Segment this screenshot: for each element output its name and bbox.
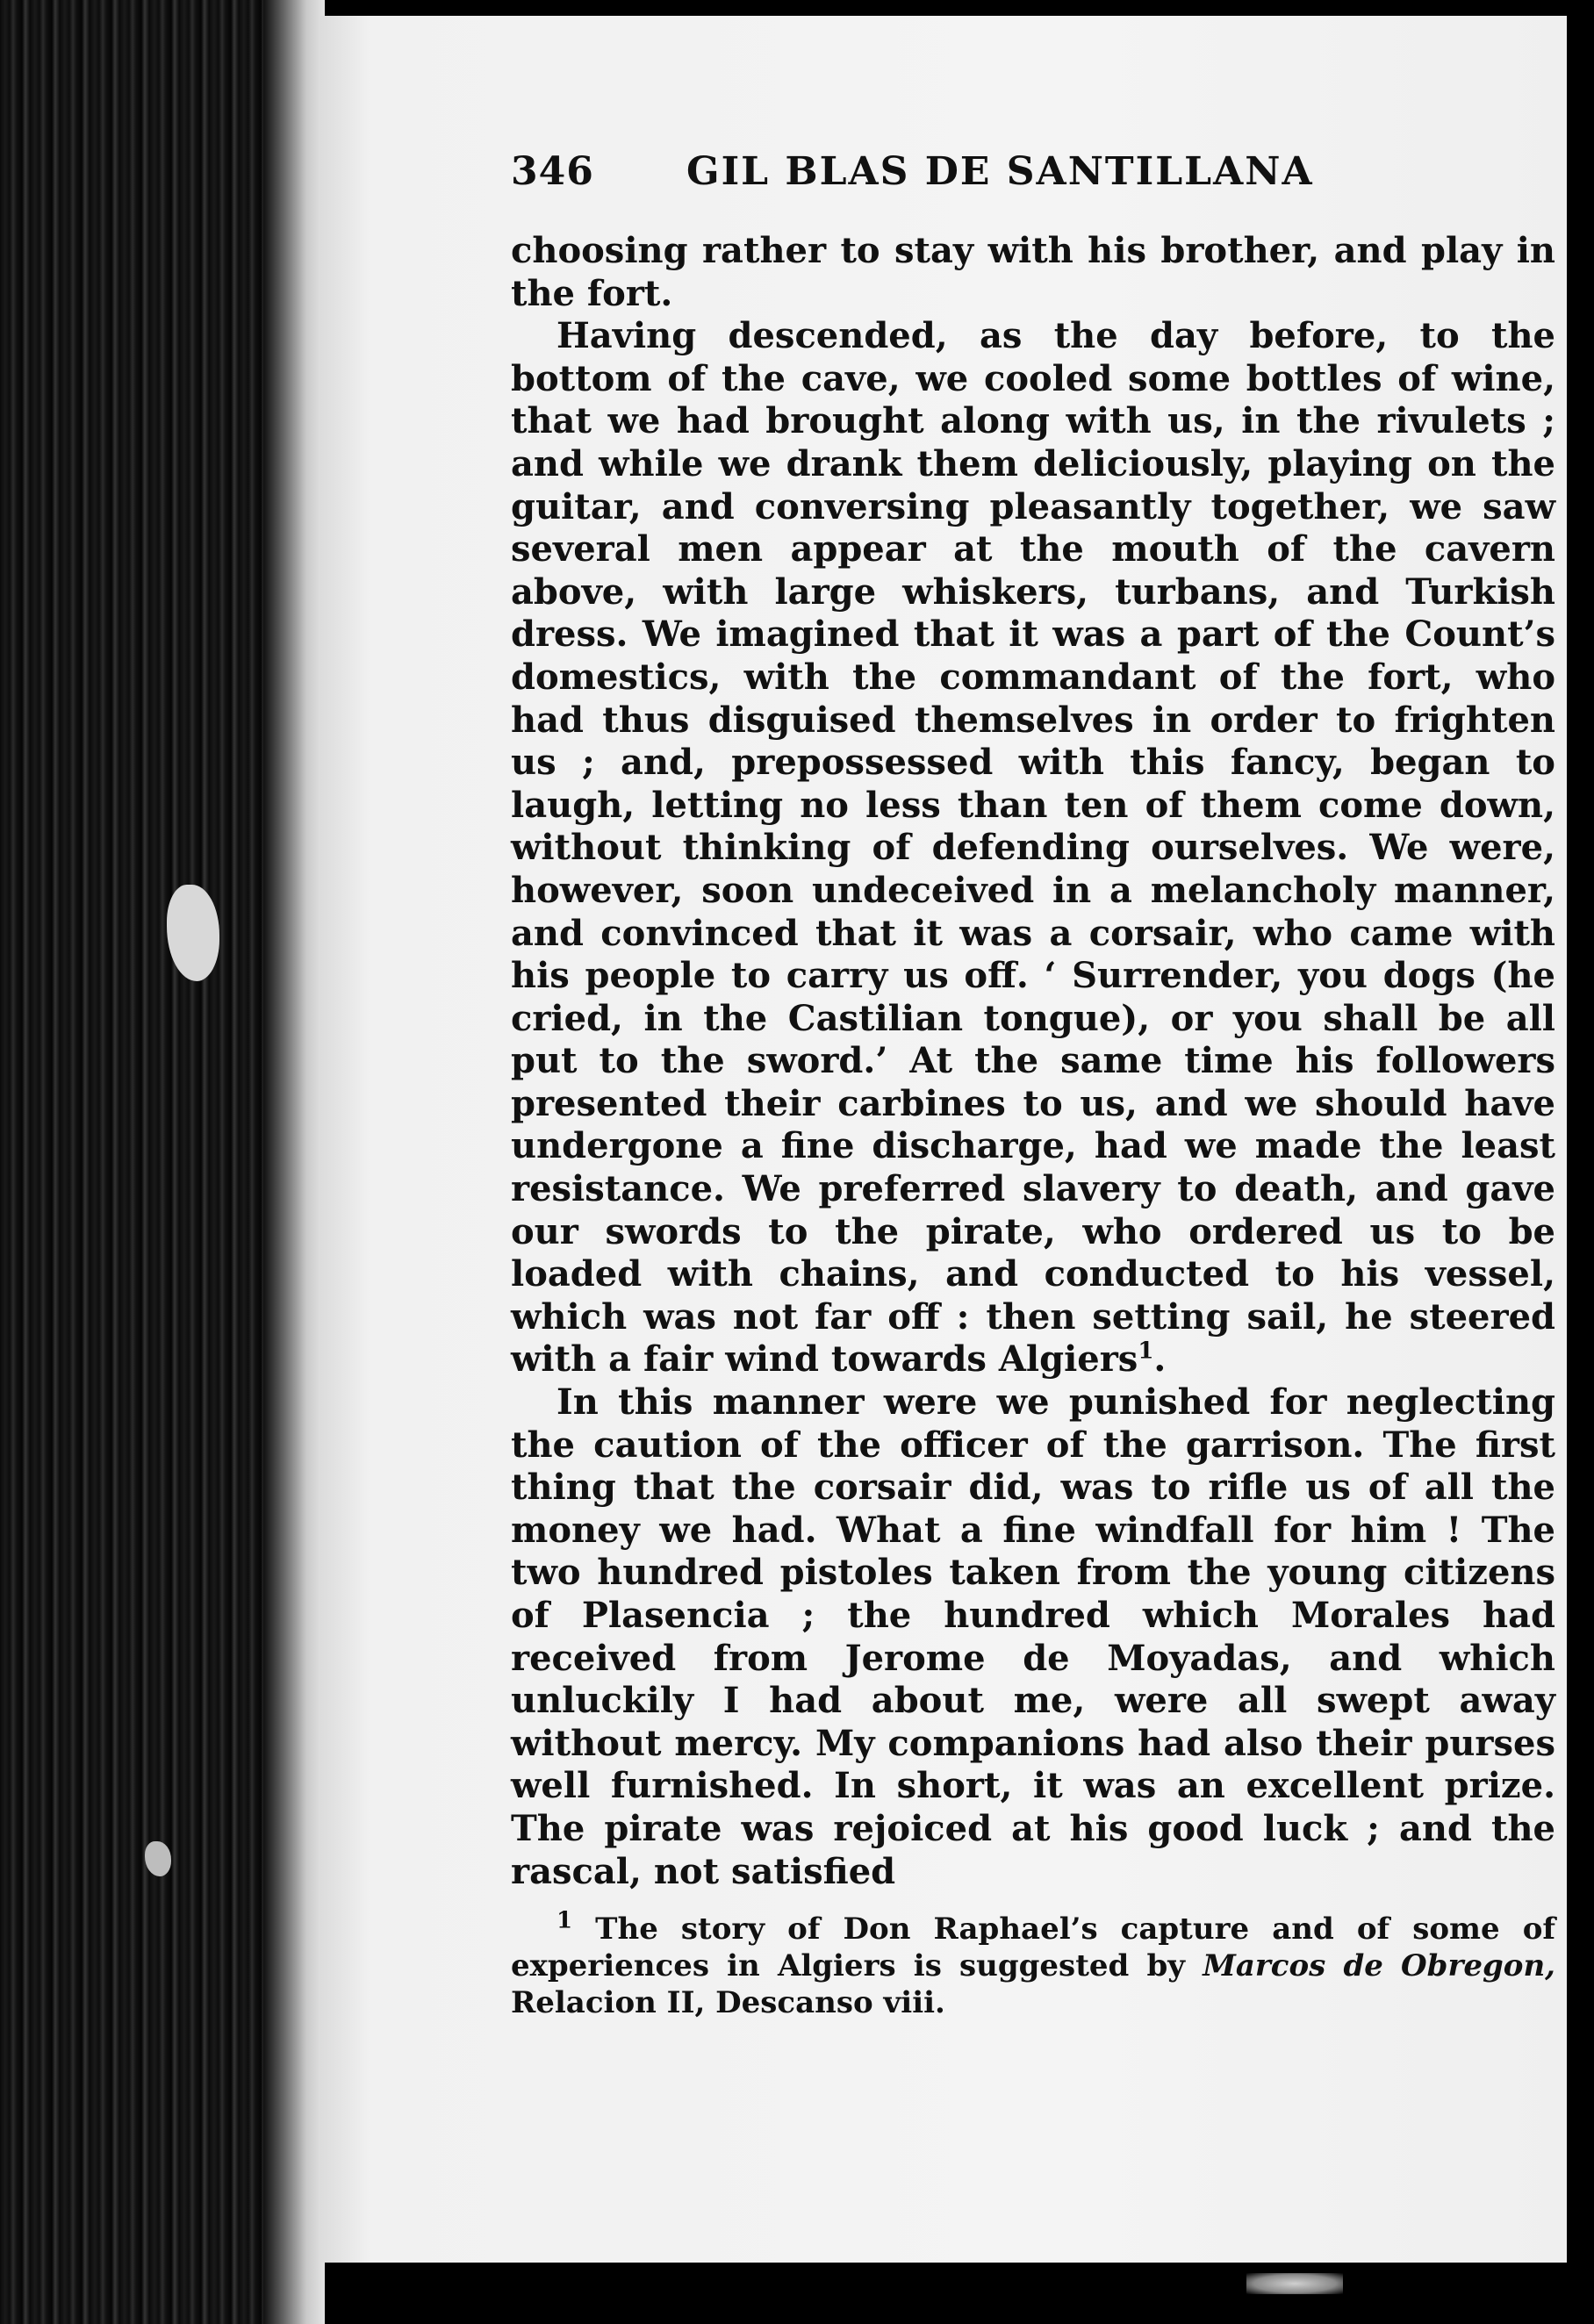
footnote-text: The story of Don Raphael’s capture and of some of experiences in Algiers is suggested by	[511, 1912, 1555, 1984]
page-gutter-edge	[263, 0, 325, 2324]
scan-border	[1567, 0, 1594, 2324]
footnote	[511, 1907, 1555, 2021]
paragraph-text: .	[1153, 1338, 1167, 1381]
paragraph-text: In this manner were we punished for neglecting the caution of the officer of the garrison. The first thing that the corsair did, was to rifle us of all the money we had. What a fine windfall for him ! The two hundred pistoles taken from the young citizens of Plasencia ; the hundred which Morales had received from Jerome de Moyadas, and which unluckily I had about me, were all swept away without mercy. My companions had also their purses well furnished. In short, it was an excellent prize. The pirate was rejoiced at his good luck ; and the rascal, not satisfied	[511, 1381, 1555, 1892]
page-content	[511, 149, 1555, 2021]
paragraph-text: Having descended, as the day before, to the bottom of the cave, we cooled some bottles of wine, that we had brought along with us, in the rivulets ; and while we drank them deliciously, playing on the guitar, and conversing pleasantly together, we saw several men appear at the mouth of the cavern above, with large whiskers, turbans, and Turkish dress. We imagined that it was a part of the Count’s domestics, with the commandant of the fort, who had thus disguised themselves in order to frighten us ; and, prepossessed with this fancy, began to laugh, letting no less than ten of them come down, without thinking of defending ourselves. We were, however, soon undeceived in a melancholy manner, and convinced that it was a corsair, who came with his people to carry us off. ‘ Surrender, you dogs (he cried, in the Castilian tongue), or you shall be all put to the sword.’ At the same time his followers presented their carbines to us, and we should have undergone a fine discharge, had we made the least resistance. We preferred slavery to death, and gave our swords to the pirate, who ordered us to be loaded with chains, and conducted to his vessel, which was not far off : then setting sail, he steered with a fair wind towards Algiers	[511, 315, 1555, 1381]
running-title: GIL BLAS DE SANTILLANA	[686, 149, 1314, 194]
footnote-text: Relacion II, Descanso viii.	[511, 1985, 945, 2021]
footnote-mark: 1	[556, 1907, 573, 1934]
footnote-italic-title: Marcos de Obregon,	[1203, 1948, 1555, 1984]
scan-smudge	[1246, 2273, 1343, 2294]
running-header	[511, 149, 1555, 211]
paragraph	[511, 315, 1555, 1381]
paragraph-text: choosing rather to stay with his brother, and play in the fort.	[511, 230, 1555, 314]
page-number: 346	[511, 149, 594, 194]
footnote-reference: 1	[1138, 1338, 1154, 1366]
paragraph	[511, 1381, 1555, 1893]
paragraph	[511, 230, 1555, 315]
body-text	[511, 230, 1555, 1893]
